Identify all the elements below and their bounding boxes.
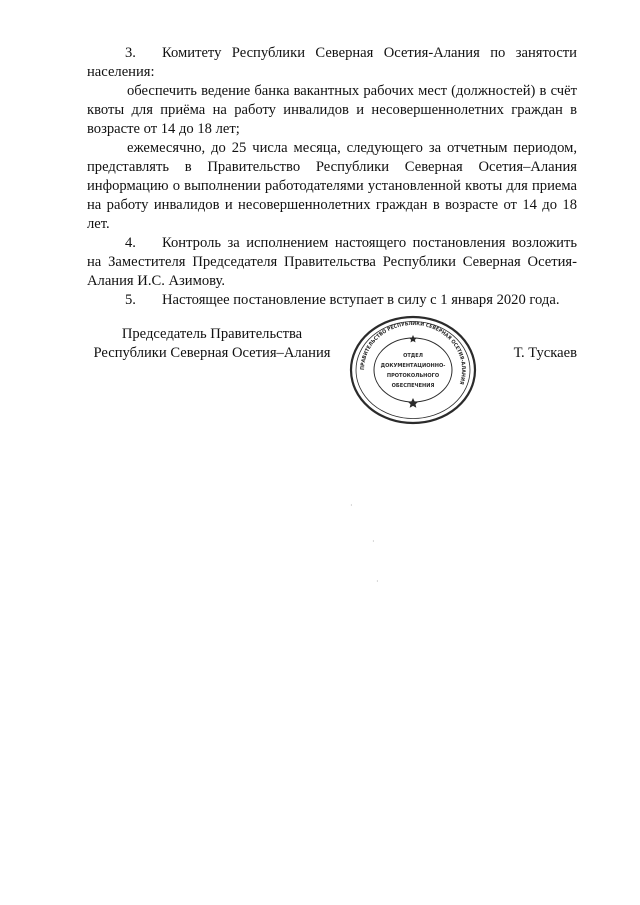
stamp-center-line: ПРОТОКОЛЬНОГО	[386, 373, 440, 379]
paragraph-text: обеспечить ведение банка вакантных рабочих мест (должностей) в счёт квоты для приёма на работу инвалидов и несовершеннолетних граждан в возрасте от 14 до 18 лет;	[87, 83, 577, 137]
scan-speck: ·	[372, 537, 375, 546]
stamp-center-line: ОБЕСПЕЧЕНИЯ	[391, 383, 435, 389]
stamp-ring-text: ПРАВИТЕЛЬСТВО РЕСПУБЛИКИ СЕВЕРНАЯ ОСЕТИЯ-АЛАНИЯ	[359, 320, 467, 386]
paragraph-text: Контроль за исполнением настоящего постановления возложить на Заместителя Председателя Правительства Республики Северная Осетия-Алания И.С. Азимову.	[87, 235, 577, 289]
paragraph-3-item-1	[87, 82, 577, 139]
paragraph-3	[87, 44, 577, 82]
paragraph-3-item-2	[87, 139, 577, 234]
paragraph-number: 5.	[125, 292, 136, 308]
paragraph-text: Комитету Республики Северная Осетия-Алания по занятости населения:	[87, 45, 577, 80]
signatory-title-line: Председатель Правительства	[121, 326, 303, 342]
signatory-title	[87, 325, 337, 363]
stamp-icon	[343, 315, 483, 425]
paragraph-text: Настоящее постановление вступает в силу с 1 января 2020 года.	[162, 292, 560, 308]
star-icon	[409, 335, 417, 342]
signatory-title-line: Республики Северная Осетия–Алания	[93, 345, 331, 361]
stamp-outer-ring	[351, 317, 475, 423]
star-icon	[408, 398, 418, 408]
paragraph-number: 3.	[125, 45, 136, 61]
signature-block	[87, 322, 577, 432]
paragraph-4	[87, 234, 577, 291]
stamp-center-line: ОТДЕЛ	[403, 353, 423, 359]
signatory-name: Т. Тускаев	[513, 345, 577, 361]
scan-speck: ·	[350, 501, 353, 510]
stamp-center-line: ДОКУМЕНТАЦИОННО-	[380, 363, 446, 369]
stamp-inner-ring	[374, 338, 452, 402]
stamp-seal	[351, 317, 475, 423]
paragraph-text: ежемесячно, до 25 числа месяца, следующего за отчетным периодом, представлять в Правительство Республики Северная Осетия–Алания информацию о выполнении работодателями установленной квоты для приема на работу инвалидов и несовершеннолетних граждан в возрасте от 14 до 18 лет.	[87, 140, 577, 232]
paragraph-5	[87, 291, 577, 310]
official-stamp	[343, 315, 483, 425]
scan-speck: ·	[376, 577, 379, 586]
document-body	[87, 44, 577, 310]
paragraph-number: 4.	[125, 235, 136, 251]
